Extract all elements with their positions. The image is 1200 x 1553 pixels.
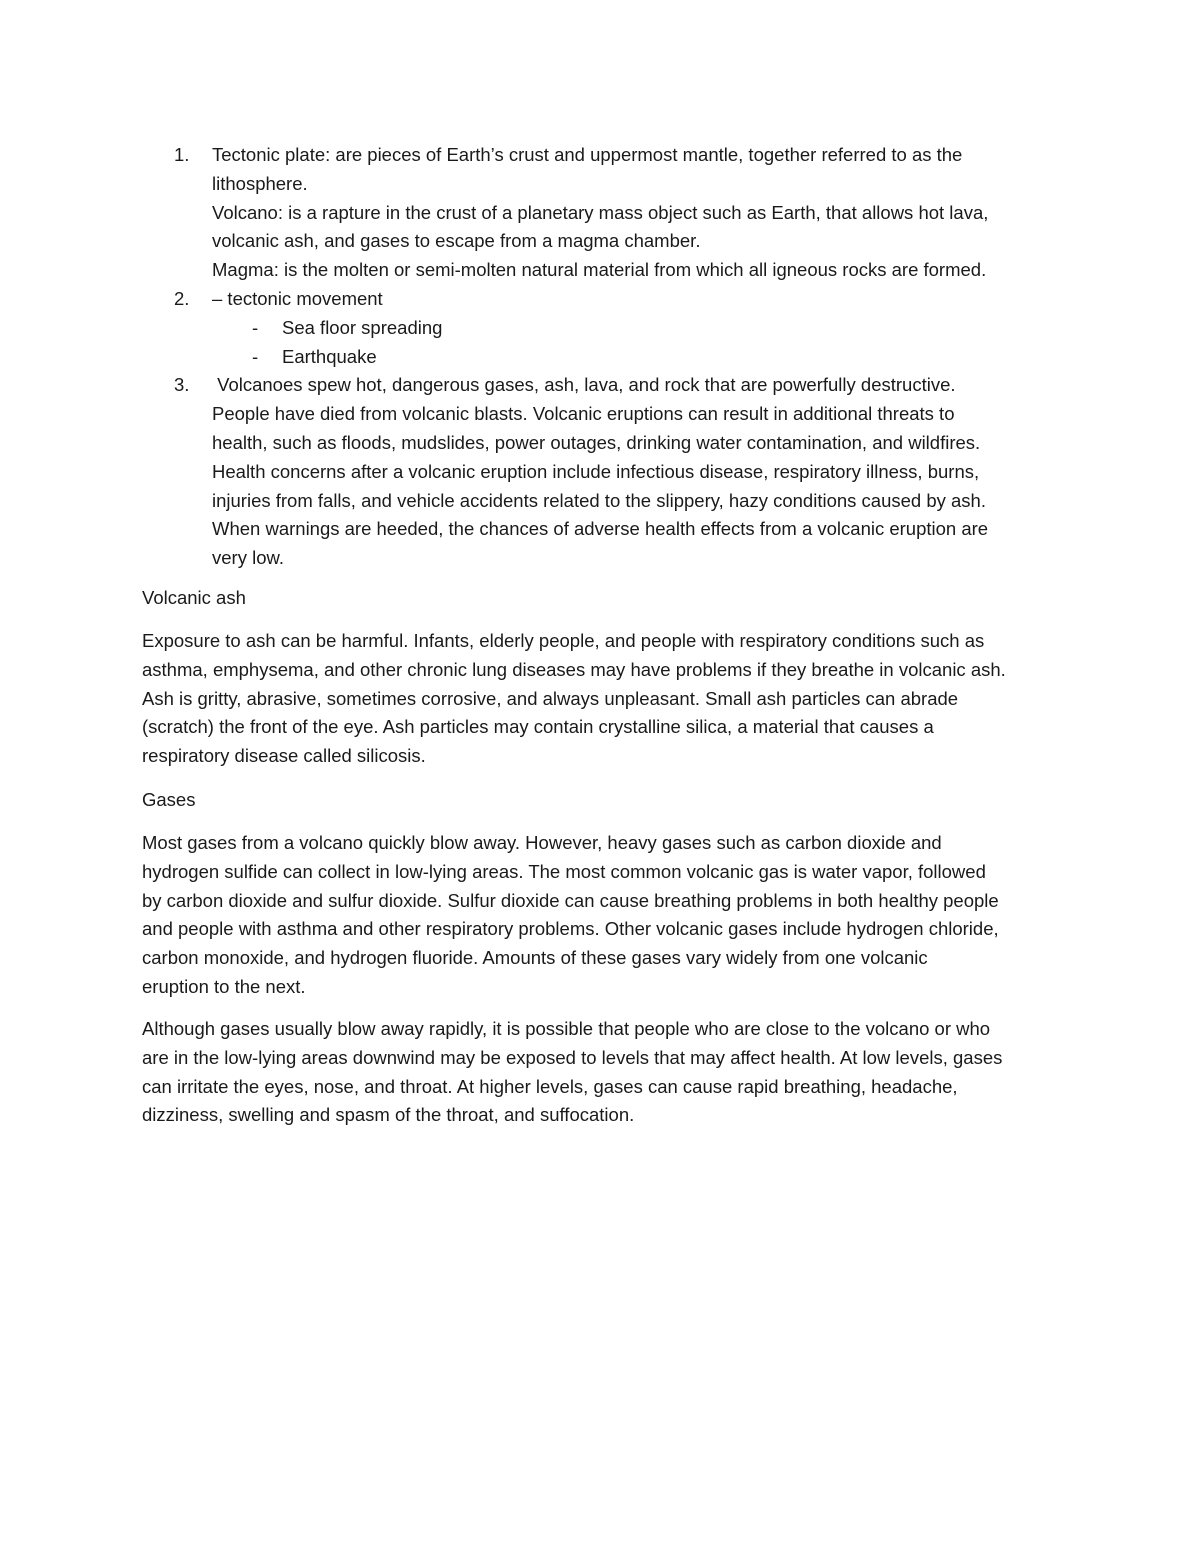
paragraph-line: Most gases from a volcano quickly blow away. However, heavy gases such as carbon dioxide and xyxy=(142,832,942,853)
paragraph-line: (scratch) the front of the eye. Ash particles may contain crystalline silica, a material that causes a xyxy=(142,716,934,738)
list-line: injuries from falls, and vehicle accidents related to the slippery, hazy conditions caused by ash. xyxy=(212,489,986,511)
sub-item-text: Earthquake xyxy=(282,345,377,367)
paragraph-line: carbon monoxide, and hydrogen fluoride. Amounts of these gases vary widely from one volcanic xyxy=(142,947,928,969)
volcanic-ash-paragraph xyxy=(142,627,1072,771)
list-line: volcanic ash, and gases to escape from a magma chamber. xyxy=(212,230,701,252)
paragraph-line: by carbon dioxide and sulfur dioxide. Sulfur dioxide can cause breathing problems in both healthy people xyxy=(142,889,999,911)
sub-list-item xyxy=(212,314,1072,343)
list-line: Tectonic plate: are pieces of Earth’s crust and uppermost mantle, together referred to as the xyxy=(212,144,963,165)
list-item-3 xyxy=(142,371,1072,573)
list-line: Volcano: is a rapture in the crust of a planetary mass object such as Earth, that allows hot lava, xyxy=(212,201,989,223)
list-line: Magma: is the molten or semi-molten natural material from which all igneous rocks are formed. xyxy=(212,259,987,281)
paragraph-line: hydrogen sulfide can collect in low-lying areas. The most common volcanic gas is water vapor, followed xyxy=(142,860,986,882)
paragraph-line: can irritate the eyes, nose, and throat. At higher levels, gases can cause rapid breathing, headache, xyxy=(142,1075,958,1097)
numbered-list xyxy=(142,141,1072,573)
paragraph-line: respiratory disease called silicosis. xyxy=(142,745,426,767)
list-number: 3. xyxy=(174,374,190,396)
gases-paragraph-1 xyxy=(142,829,1072,1002)
sub-list-item xyxy=(212,343,1072,372)
sub-item-text: Sea floor spreading xyxy=(282,316,443,338)
paragraph-line: and people with asthma and other respiratory problems. Other volcanic gases include hydrogen chloride, xyxy=(142,918,999,940)
paragraph-line: eruption to the next. xyxy=(142,975,306,997)
section-heading-volcanic-ash: Volcanic ash xyxy=(142,587,246,608)
paragraph-line: asthma, emphysema, and other chronic lung diseases may have problems if they breathe in volcanic ash. xyxy=(142,658,1006,680)
list-number: 2. xyxy=(174,287,190,309)
list-item-1 xyxy=(142,141,1072,285)
list-line: health, such as floods, mudslides, power outages, drinking water contamination, and wildfires. xyxy=(212,431,981,453)
paragraph-line: Ash is gritty, abrasive, sometimes corrosive, and always unpleasant. Small ash particles can abrade xyxy=(142,687,959,709)
list-line: Volcanoes spew hot, dangerous gases, ash, lava, and rock that are powerfully destructive. xyxy=(212,374,956,396)
list-number: 1. xyxy=(174,144,190,165)
list-line: lithosphere. xyxy=(212,172,308,194)
paragraph-line: Although gases usually blow away rapidly, it is possible that people who are close to the volcano or who xyxy=(142,1018,991,1039)
list-line: When warnings are heeded, the chances of adverse health effects from a volcanic eruption are xyxy=(212,518,989,540)
paragraph-line: dizziness, swelling and spasm of the throat, and suffocation. xyxy=(142,1104,635,1126)
list-item-2 xyxy=(142,285,1072,371)
gases-paragraph-2 xyxy=(142,1015,1072,1130)
list-line: People have died from volcanic blasts. Volcanic eruptions can result in additional threats to xyxy=(212,403,955,425)
bullet-dash: - xyxy=(252,316,259,338)
paragraph-line: are in the low-lying areas downwind may be exposed to levels that may affect health. At low levels, gases xyxy=(142,1046,1003,1068)
paragraph-line: Exposure to ash can be harmful. Infants, elderly people, and people with respiratory conditions such as xyxy=(142,630,985,651)
list-line: – tectonic movement xyxy=(212,287,383,309)
bullet-dash: - xyxy=(252,345,259,367)
section-heading-gases: Gases xyxy=(142,789,196,810)
list-line: Health concerns after a volcanic eruption include infectious disease, respiratory illness, burns, xyxy=(212,460,980,482)
list-line: very low. xyxy=(212,547,284,569)
